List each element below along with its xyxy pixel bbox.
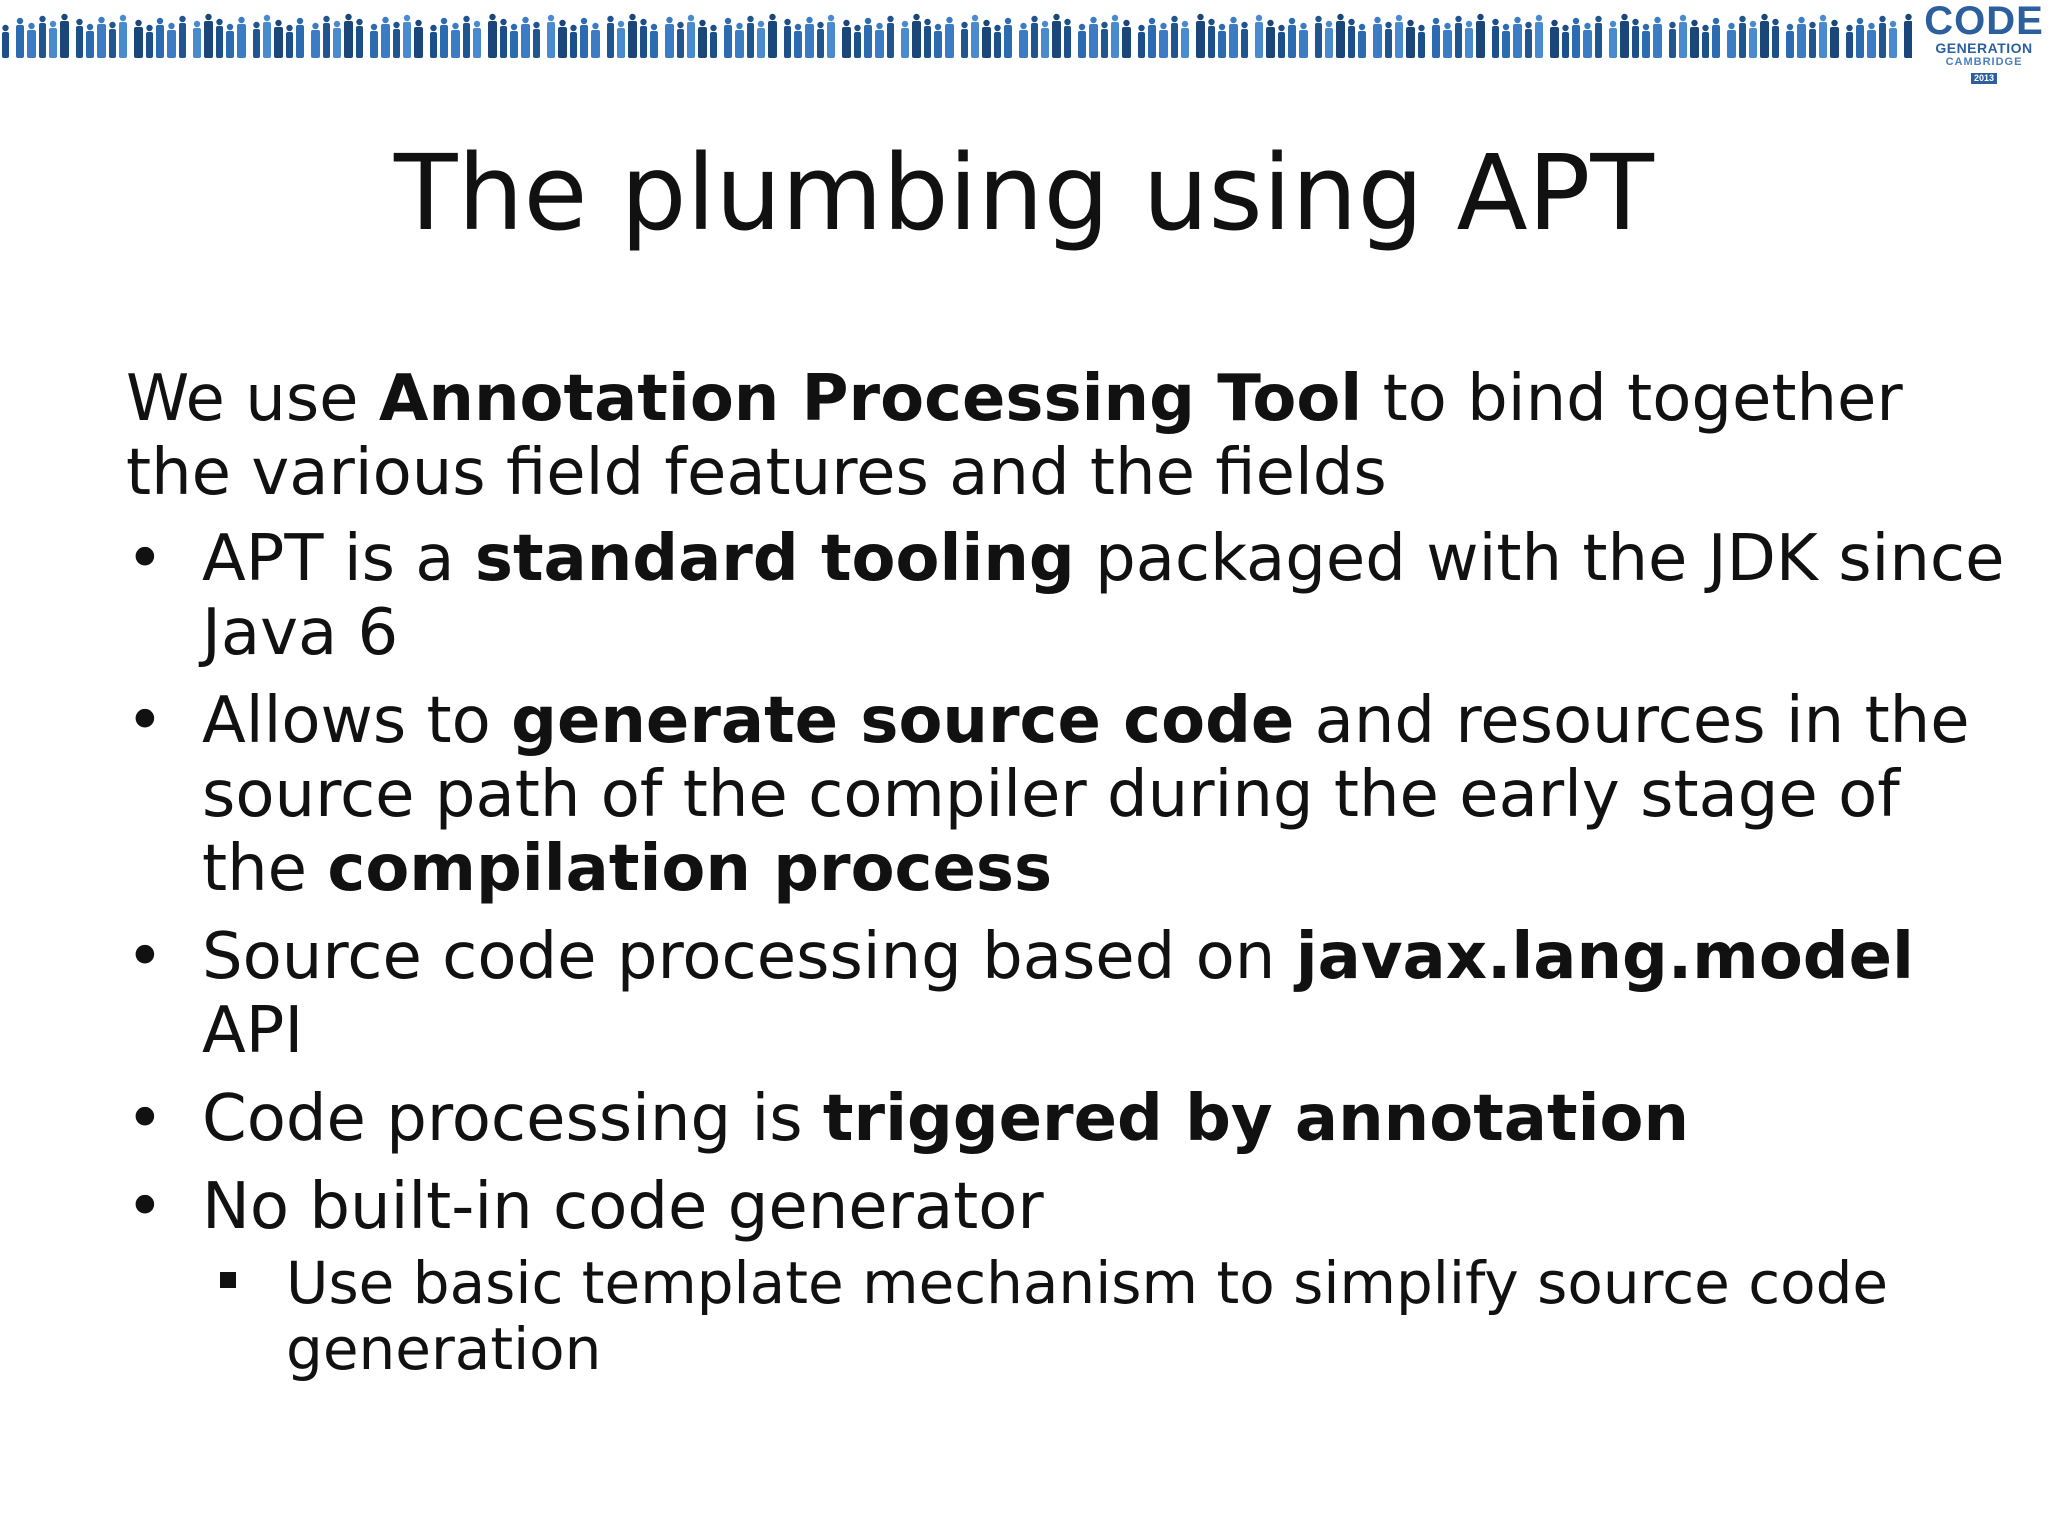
bullet-text: Code processing is — [202, 1082, 823, 1156]
intro-paragraph — [126, 362, 2006, 510]
bullet-text: packaged with the JDK since Java 6 — [202, 522, 2005, 670]
bullet-item — [126, 1082, 2006, 1156]
sub-bullet-item — [220, 1250, 2006, 1382]
bullet-text: and resources in the source path of the compiler during the early stage of the — [202, 684, 1970, 906]
bullet-icon: • — [126, 1170, 164, 1244]
code-generation-logo — [1920, 0, 2048, 84]
intro-text-before: We use — [126, 362, 379, 436]
bullet-text-bold: generate source code — [511, 684, 1295, 758]
bullet-text: Source code processing based on — [202, 920, 1296, 994]
logo-text-generation: GENERATION — [1935, 40, 2033, 56]
people-silhouettes-icon — [0, 8, 1912, 62]
intro-text-after: to bind together the various field features and the fields — [126, 362, 1903, 510]
bullet-list — [126, 522, 2006, 1382]
square-bullet-icon — [220, 1272, 236, 1288]
bullet-item — [126, 920, 2006, 1068]
bullet-text: Allows to — [202, 684, 512, 758]
logo-text-year: 2013 — [1971, 73, 1997, 84]
bullet-text: No built-in code generator — [202, 1170, 1044, 1244]
bullet-icon: • — [126, 522, 164, 596]
bullet-text: APT is a — [202, 522, 475, 596]
slide-body — [126, 362, 2006, 1396]
logo-text-cambridge: CAMBRIDGE — [1945, 56, 2023, 68]
bullet-text-bold: standard tooling — [474, 522, 1075, 596]
slide-title: The plumbing using APT — [394, 132, 1654, 254]
bullet-icon: • — [126, 684, 164, 758]
logo-text-code: CODE — [1924, 0, 2044, 43]
bullet-text: API — [202, 994, 304, 1068]
bullet-icon: • — [126, 1082, 164, 1156]
bullet-text-bold: triggered by annotation — [822, 1082, 1690, 1156]
intro-text-bold: Annotation Processing Tool — [378, 362, 1363, 436]
bullet-item — [126, 1170, 2006, 1382]
bullet-text-bold: compilation process — [327, 832, 1053, 906]
bullet-text-bold: javax.lang.model — [1295, 920, 1914, 994]
sub-bullet-list — [202, 1250, 2006, 1382]
bullet-item — [126, 522, 2006, 670]
sub-bullet-text: Use basic template mechanism to simplify source code generation — [286, 1249, 1889, 1383]
bullet-icon: • — [126, 920, 164, 994]
bullet-item — [126, 684, 2006, 906]
